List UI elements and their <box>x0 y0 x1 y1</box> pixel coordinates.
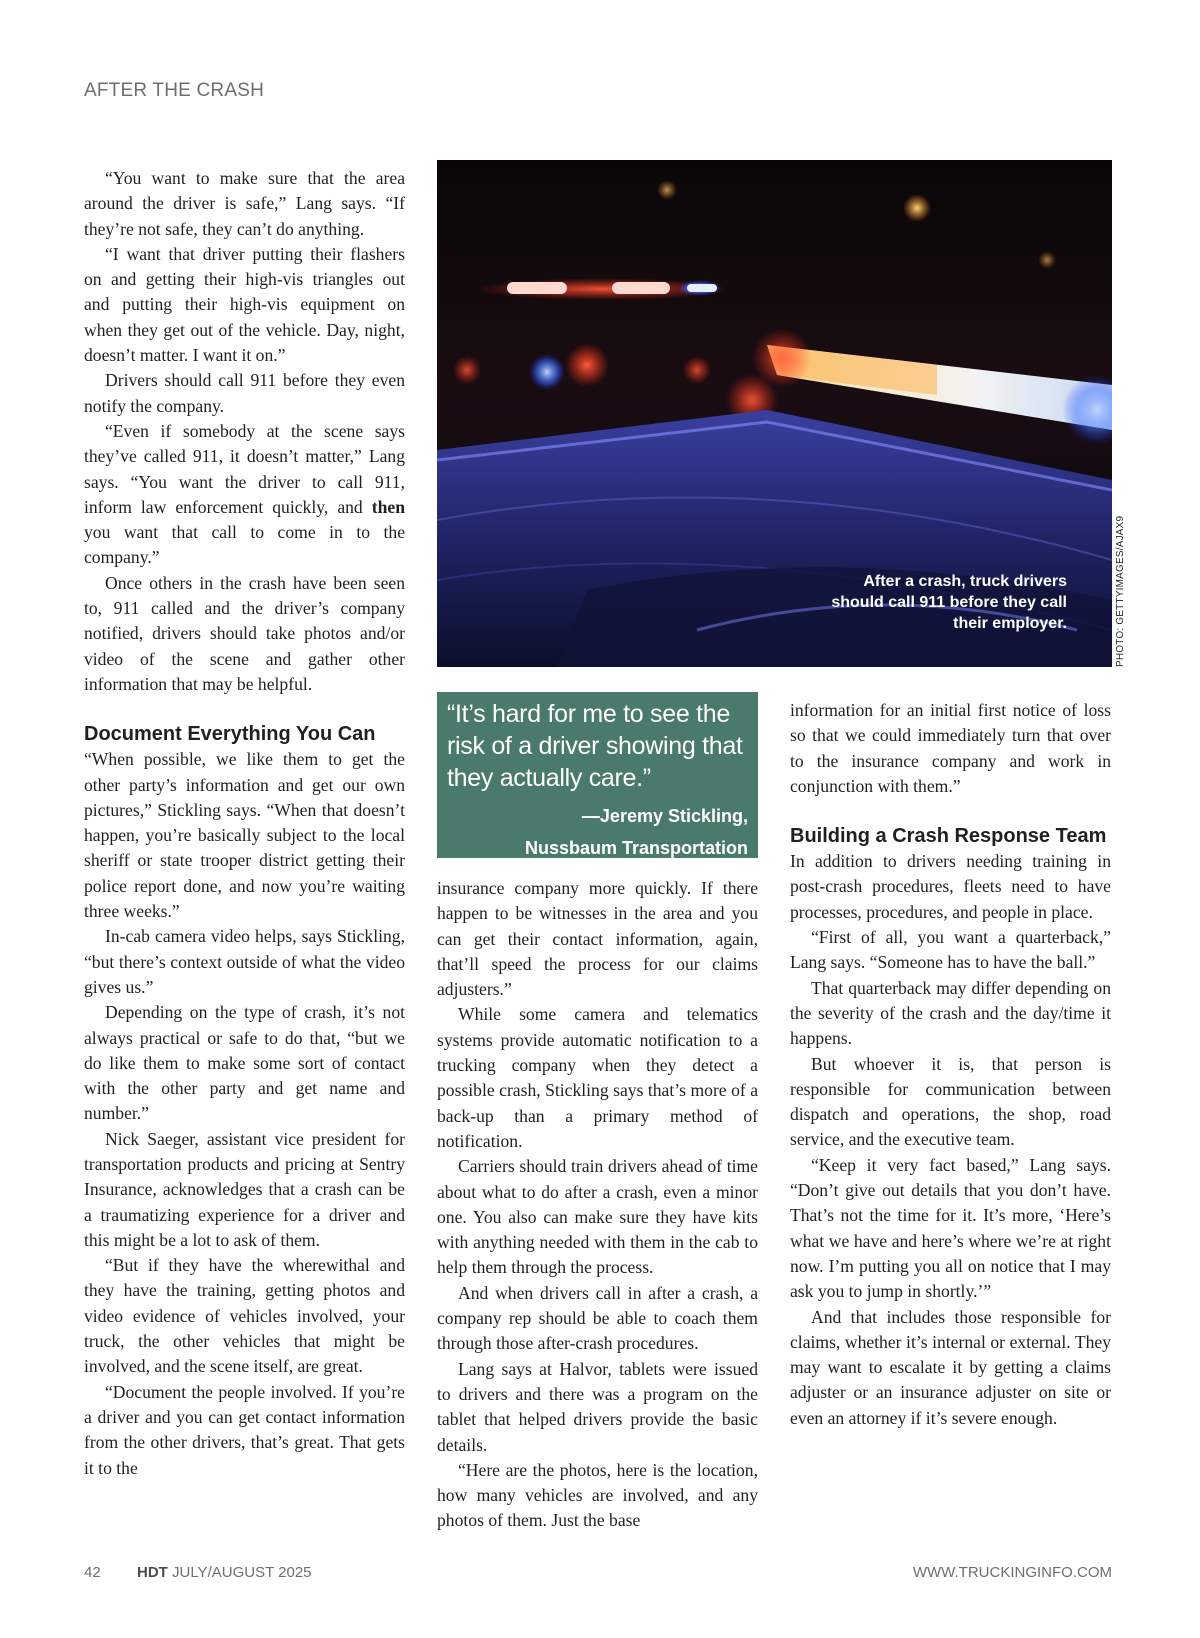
pull-quote-box <box>437 692 758 858</box>
photo-caption: After a crash, truck drivers should call 911 before they call their employer. <box>831 573 1067 632</box>
paragraph: “But if they have the wherewithal and they have the training, getting photos and video evidence of vehicles involved, your truck, the other vehicles that might be involved, and the scene itself, are great. <box>84 1255 405 1377</box>
paragraph: While some camera and telematics systems provide automatic notification to a trucking company when they detect a possible crash, Stickling says that’s more of a back-up than a primary method of notification. <box>437 1004 758 1151</box>
paragraph: Nick Saeger, assistant vice president for transportation products and pricing at Sentry Insurance, acknowledges that a crash can be a traumatizing experience for a driver and this might be a lot to ask of them. <box>84 1128 405 1250</box>
pull-quote-text: “It’s hard for me to see the risk of a driver showing that they actually care.” <box>447 700 743 792</box>
paragraph <box>84 419 405 571</box>
paragraph: But whoever it is, that person is responsible for communication between dispatch and operations, the shop, road service, and the executive team. <box>790 1053 1111 1150</box>
article-column-1 <box>84 166 405 1481</box>
section-heading: Building a Crash Response Team <box>790 825 1107 848</box>
paragraph: In addition to drivers needing training in post-crash procedures, fleets need to have processes, procedures, and people in place. <box>790 851 1111 922</box>
paragraph: “First of all, you want a quarterback,” Lang says. “Someone has to have the ball.” <box>790 927 1111 973</box>
paragraph-text: you want that call to come in to the company.” <box>84 522 405 568</box>
paragraph: “Here are the photos, here is the location, how many vehicles are involved, and any photos of them. Just the base <box>437 1459 758 1531</box>
paragraph: “You want to make sure that the area around the driver is safe,” Lang says. “If they’re not safe, they can’t do anything. <box>84 168 405 239</box>
magazine-name: HDT <box>137 1564 168 1581</box>
website-url: WWW.TRUCKINGINFO.COM <box>912 1564 1112 1581</box>
police-lights-photo <box>437 160 1112 667</box>
paragraph: Drivers should call 911 before they even notify the company. <box>84 370 405 416</box>
paragraph: And that includes those responsible for claims, whether it’s internal or external. They may want to escalate it by getting a claims adjuster or an insurance adjuster on site or even an attorney if it’s severe enough. <box>790 1306 1111 1428</box>
issue-date: JULY/AUGUST 2025 <box>172 1564 312 1581</box>
page-number: 42 <box>84 1564 101 1581</box>
paragraph: information for an initial first notice of loss so that we could immediately turn that over to the insurance company and work in conjunction with them.” <box>790 700 1111 796</box>
article-column-3 <box>790 698 1111 1431</box>
paragraph: insurance company more quickly. If there happen to be witnesses in the area and you can get their contact information, again, that’ll speed the process for our claims adjusters.” <box>437 878 758 1000</box>
article-column-2 <box>437 876 758 1534</box>
paragraph: Carriers should train drivers ahead of time about what to do after a crash, even a minor one. You also can make sure they have kits with anything needed with them in the cab to help them through the process. <box>437 1156 758 1278</box>
paragraph: Lang says at Halvor, tablets were issued to drivers and there was a program on the tablet that helped drivers provide the basic details. <box>437 1358 758 1455</box>
paragraph-text: “Even if somebody at the scene says they’ve called 911, it doesn’t matter,” Lang says. “You want the driver to call 911, inform law enforcement quickly, and <box>84 420 405 517</box>
paragraph: “When possible, we like them to get the other party’s information and get our own pictures,” Stickling says. “When that doesn’t happen, you’re basically subject to the local sheriff or state trooper district getting their police report done, and now you’re waiting three weeks.” <box>84 749 405 922</box>
section-heading: Document Everything You Can <box>84 723 376 746</box>
pull-quote-attribution <box>447 800 748 864</box>
photo-credit: PHOTO: GETTYIMAGES/AJAX9 <box>1115 515 1126 667</box>
paragraph: And when drivers call in after a crash, a company rep should be able to coach them through those after-crash procedures. <box>437 1282 758 1354</box>
paragraph: “Keep it very fact based,” Lang says. “Don’t give out details that you don’t have. That’s not the time for it. It’s more, ‘Here’s what we have and here’s where we’re at right now. I’m putting you all on notice that I may ask you to jump in shortly.’” <box>790 1154 1111 1302</box>
paragraph: “Document the people involved. If you’re a driver and you can get contact information from the other drivers, that’s great. That gets it to the <box>84 1381 405 1478</box>
pull-quote-name: —Jeremy Stickling, <box>581 806 748 826</box>
paragraph: Once others in the crash have been seen to, 911 called and the driver’s company notified, drivers should take photos and/or video of the scene and gather other information that may be helpful. <box>84 572 405 694</box>
paragraph: That quarterback may differ depending on the severity of the crash and the day/time it happens. <box>790 977 1111 1049</box>
pull-quote-org: Nussbaum Transportation <box>524 838 748 858</box>
paragraph: “I want that driver putting their flashers on and getting their high-vis triangles out and putting their high-vis equipment on when they get out of the vehicle. Day, night, doesn’t matter. I want it on.” <box>84 243 405 366</box>
section-label: AFTER THE CRASH <box>84 80 265 101</box>
paragraph: Depending on the type of crash, it’s not always practical or safe to do that, “but we do like them to make some sort of contact with the other party and get name and number.” <box>84 1002 405 1124</box>
magazine-issue <box>137 1564 312 1581</box>
paragraph: In-cab camera video helps, says Stickling, “but there’s context outside of what the video gives us.” <box>84 926 405 997</box>
emphasis-text: then <box>371 496 405 517</box>
